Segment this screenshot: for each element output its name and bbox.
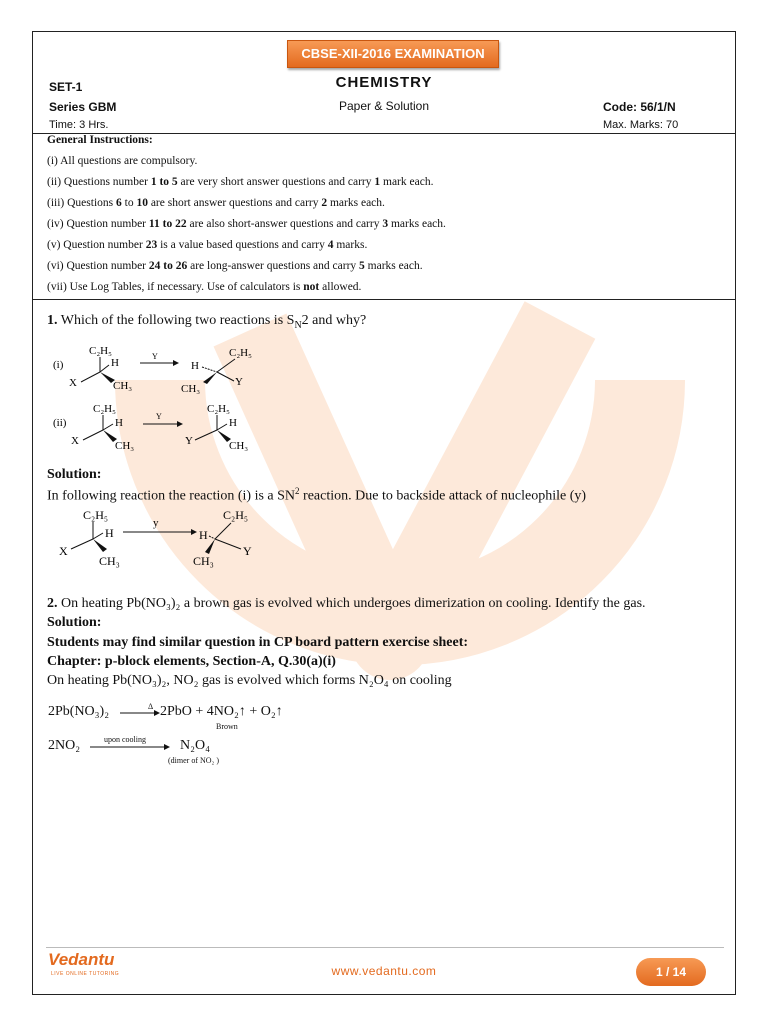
ethyl-group: C₂H₅ (83, 508, 109, 522)
y-group: Y (243, 544, 252, 558)
q2-chapter-ref: Chapter: p-block elements, Section-A, Q.30(a)(i) (47, 654, 336, 669)
reagent-y: Y (156, 412, 162, 421)
ethyl-group: C₂H₅ (223, 508, 249, 522)
footer-divider (46, 947, 724, 948)
x-group: X (59, 544, 68, 558)
reagent-y: y (153, 517, 159, 529)
question-1: 1. Which of the following two reactions is $S_N2$ and why? (47, 313, 367, 331)
wedge-bond (203, 372, 217, 384)
instruction-v: (v) Question number 23 is a value based questions and carry 4 marks. (47, 239, 368, 251)
hydrogen-atom: H (115, 417, 123, 429)
hydrogen-atom: H (191, 360, 199, 372)
reagent-y: Y (152, 352, 158, 361)
q2-solution-label: Solution: (47, 615, 102, 630)
paper-subtitle: Paper & Solution (338, 99, 430, 113)
ethyl-group: C₂H₅ (229, 347, 252, 359)
q2-answer: On heating Pb(NO₃)₂, NO₂ gas is evolved which forms N₂O₄ on cooling (47, 673, 452, 688)
website-link[interactable]: www.vedantu.com (331, 964, 437, 978)
reaction-arrow (120, 708, 160, 718)
equation-2-lhs: 2NO₂ (48, 738, 81, 753)
methyl-group: CH₃ (181, 383, 201, 395)
page-number-badge: 1 / 14 (636, 958, 706, 986)
methyl-group: CH₃ (229, 440, 249, 452)
vedantu-logo: Vedantu (48, 950, 115, 969)
instruction-i: (i) All questions are compulsory. (47, 155, 198, 167)
question-2: 2. On heating Pb(NO₃)₂ a brown gas is evolved which undergoes dimerization on cooling. Identify the gas. (47, 596, 646, 611)
instruction-iv: (iv) Question number 11 to 22 are also short-answer questions and carry 3 marks each. (47, 218, 446, 230)
hydrogen-atom: H (229, 417, 237, 429)
set-label: SET-1 (49, 80, 83, 94)
q2-similar-note: Students may find similar question in CP board pattern exercise sheet: (47, 635, 469, 650)
instruction-iii: (iii) Questions 6 to 10 are short answer questions and carry 2 marks each. (47, 197, 385, 209)
y-group: Y (185, 435, 193, 447)
vedantu-tagline: LIVE ONLINE TUTORING (51, 971, 120, 977)
equation-1-rhs: 2PbO + 4NO₂↑ + O₂↑ (160, 704, 283, 719)
marks-label: Max. Marks: 70 (603, 119, 679, 131)
divider (32, 299, 736, 300)
instruction-ii: (ii) Questions number 1 to 5 are very short answer questions and carry 1 mark each. (47, 176, 434, 188)
dimer-note: (dimer of NO₂ ) (168, 756, 219, 765)
hydrogen-atom: H (111, 357, 119, 369)
q1-reactions-diagram (45, 338, 275, 458)
wedge-bond (93, 539, 107, 552)
reaction-i-label: (i) (53, 359, 64, 371)
reaction-arrow (90, 742, 170, 752)
subject-title: CHEMISTRY (335, 74, 433, 91)
time-label: Time: 3 Hrs. (49, 119, 109, 131)
x-group: X (71, 435, 79, 447)
equation-1-lhs: 2Pb(NO₃)₂ (48, 704, 110, 719)
arrow-head (173, 360, 179, 366)
methyl-group: CH₃ (115, 440, 135, 452)
y-group: Y (235, 376, 243, 388)
arrow-head (191, 529, 197, 535)
q1-solution-diagram (55, 505, 275, 575)
exam-banner: CBSE-XII-2016 EXAMINATION (287, 40, 499, 68)
hydrogen-atom: H (105, 526, 114, 540)
instruction-vii: (vii) Use Log Tables, if necessary. Use of calculators is not allowed. (47, 281, 362, 293)
q1-solution-text: In following reaction the reaction (i) is a $SN^2$ reaction. Due to backside attack of nucleophile (y) (47, 486, 587, 504)
q1-solution-label: Solution: (47, 467, 102, 482)
ethyl-group: C₂H₅ (93, 403, 116, 415)
x-group: X (69, 377, 77, 389)
instructions-heading: General Instructions: (47, 134, 153, 146)
methyl-group: CH₃ (99, 554, 120, 568)
heat-symbol: Δ (148, 702, 154, 711)
hydrogen-atom: H (199, 528, 208, 542)
instruction-vi: (vi) Question number 24 to 26 are long-answer questions and carry 5 marks each. (47, 260, 423, 272)
cooling-condition: upon cooling (104, 735, 146, 744)
ethyl-group: C₂H₅ (89, 345, 112, 357)
equation-2-rhs: N₂O₄ (180, 738, 210, 753)
brown-note: Brown (216, 722, 238, 731)
series-label: Series GBM (49, 100, 117, 114)
methyl-group: CH₃ (113, 380, 133, 392)
reaction-ii-label: (ii) (53, 417, 67, 429)
methyl-group: CH₃ (193, 554, 214, 568)
code-label: Code: 56/1/N (603, 100, 676, 114)
ethyl-group: C₂H₅ (207, 403, 230, 415)
arrow-head (177, 421, 183, 427)
